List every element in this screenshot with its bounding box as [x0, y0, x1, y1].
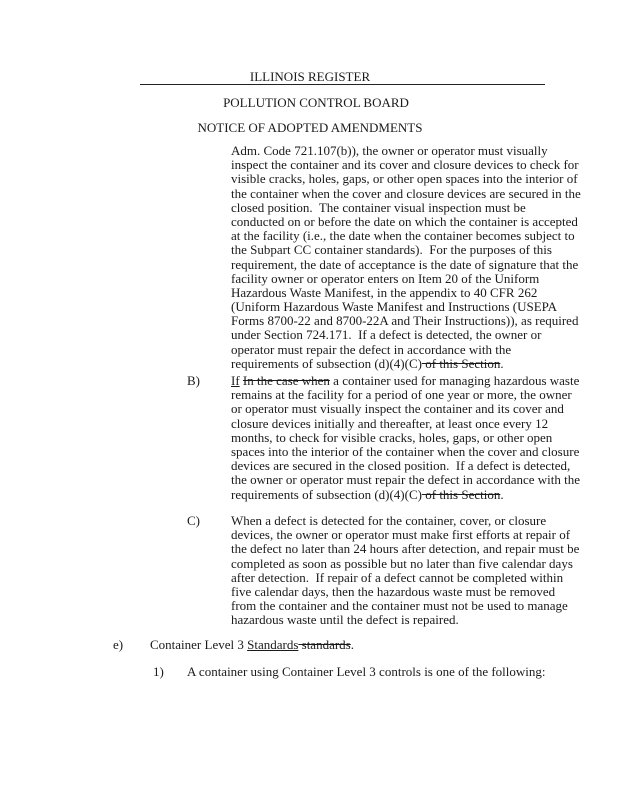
text-segment: Container Level 3: [150, 637, 248, 652]
text-line: [231, 300, 581, 314]
inserted-text: Standards: [247, 637, 299, 652]
text-line: [231, 459, 580, 473]
text-segment: closure devices initially and thereafter, at least once every 12: [231, 415, 549, 431]
text-line: [150, 638, 354, 652]
text-line: [231, 357, 581, 371]
register-title: ILLINOIS REGISTER: [249, 69, 371, 84]
text-segment: after detection. If repair of a defect cannot be completed within: [231, 569, 564, 585]
text-segment: inspect the container and its cover and closure devices to check for: [231, 157, 579, 173]
text-line: [231, 328, 581, 342]
text-line: [231, 557, 579, 571]
text-line: [231, 272, 581, 286]
text-line: [231, 599, 579, 613]
paragraph-b-label: B): [187, 373, 200, 388]
inserted-text: If: [231, 373, 240, 388]
deleted-text: In the case when: [242, 373, 330, 388]
text-line: [231, 158, 581, 172]
text-segment: requirement, the date of acceptance is the date of signature that the: [231, 256, 579, 272]
text-line: [231, 402, 580, 416]
paragraph-c-label: C): [187, 513, 200, 528]
text-line: [231, 314, 581, 328]
text-segment: or operator must visually inspect the container and its cover and: [231, 401, 564, 417]
text-segment: requirements of subsection (d)(4)(C): [231, 355, 422, 371]
text-line: [231, 144, 581, 158]
text-line: [231, 473, 580, 487]
text-segment: (Uniform Hazardous Waste Manifest and Instructions (USEPA: [231, 299, 558, 315]
paragraph-e1-label: 1): [153, 664, 164, 679]
text-segment: requirements of subsection (d)(4)(C): [231, 486, 422, 502]
text-line: [231, 187, 581, 201]
text-line: [231, 229, 581, 243]
text-line: [231, 201, 581, 215]
text-segment: months, to check for visible cracks, holes, gaps, or other open: [231, 429, 553, 445]
text-segment: the owner or operator must repair the defect in accordance with the: [231, 472, 581, 488]
text-segment: from the container and the container must not be used to manage: [231, 598, 568, 614]
text-line: [231, 514, 579, 528]
header-rule: [140, 84, 545, 85]
text-segment: at the facility (i.e., the date when the container becomes subject to: [231, 228, 575, 244]
text-segment: a container used for managing hazardous waste: [329, 373, 580, 388]
text-segment: facility owner or operator enters on Item 20 of the Uniform: [231, 270, 540, 286]
text-line: [231, 431, 580, 445]
text-line: [231, 613, 579, 627]
text-line: [231, 542, 579, 556]
text-line: [231, 571, 579, 585]
text-line: [231, 343, 581, 357]
text-line: [231, 528, 579, 542]
text-line: [187, 665, 546, 679]
text-segment: spaces into the interior of the container when the cover and closure: [231, 443, 580, 459]
text-line: [231, 374, 580, 388]
text-segment: closed position. The container visual inspection must be: [231, 199, 526, 215]
text-segment: completed as soon as possible but no later than five calendar days: [231, 555, 573, 571]
text-segment: operator must repair the defect in accordance with the: [231, 341, 512, 357]
text-line: [231, 388, 580, 402]
text-line: [231, 488, 580, 502]
deleted-text: standards: [298, 637, 351, 652]
text-segment: the defect no later than 24 hours after detection, and repair must be: [231, 541, 580, 557]
text-segment: the container when the cover and closure devices are secured in the: [231, 185, 581, 201]
text-line: [231, 215, 581, 229]
text-line: [231, 172, 581, 186]
text-segment: five calendar days, then the hazardous waste must be removed: [231, 583, 556, 599]
text-segment: Forms 8700-22 and 8700-22A and Their Instructions)), as required: [231, 313, 579, 329]
paragraph-e: [150, 638, 354, 652]
paragraph-a-continued: [231, 144, 581, 371]
text-segment: .: [500, 486, 504, 502]
text-segment: .: [350, 637, 354, 652]
deleted-text: of this Section: [421, 486, 501, 502]
text-segment: Hazardous Waste Manifest, in the appendix to 40 CFR 262: [231, 284, 538, 300]
text-line: [231, 445, 580, 459]
board-title: POLLUTION CONTROL BOARD: [223, 95, 409, 110]
text-segment: remains at the facility for a period of one year or more, the owner: [231, 387, 572, 403]
text-segment: the Subpart CC container standards). For the purposes of this: [231, 242, 552, 258]
paragraph-e1: [187, 665, 546, 679]
paragraph-c: [231, 514, 579, 628]
text-line: [231, 243, 581, 257]
text-segment: visible cracks, holes, gaps, or other open spaces into the interior of: [231, 171, 578, 187]
text-segment: Adm. Code 721.107(b)), the owner or operator must visually: [231, 143, 548, 158]
text-line: [231, 286, 581, 300]
paragraph-e-label: e): [113, 637, 124, 652]
text-segment: .: [500, 355, 504, 371]
text-segment: under Section 724.171. If a defect is detected, the owner or: [231, 327, 542, 343]
text-line: [231, 417, 580, 431]
notice-title: NOTICE OF ADOPTED AMENDMENTS: [197, 120, 423, 135]
text-segment: devices are secured in the closed position. If a defect is detected,: [231, 458, 571, 474]
text-segment: When a defect is detected for the container, cover, or closure: [231, 513, 547, 528]
deleted-text: of this Section: [421, 355, 501, 371]
text-segment: A container using Container Level 3 controls is one of the following:: [187, 664, 546, 679]
text-segment: hazardous waste until the defect is repaired.: [231, 612, 459, 628]
paragraph-b: [231, 374, 580, 502]
text-segment: conducted on or before the date on which the container is accepted: [231, 213, 578, 229]
text-segment: devices, the owner or operator must make first efforts at repair of: [231, 527, 571, 543]
text-line: [231, 585, 579, 599]
text-line: [231, 258, 581, 272]
